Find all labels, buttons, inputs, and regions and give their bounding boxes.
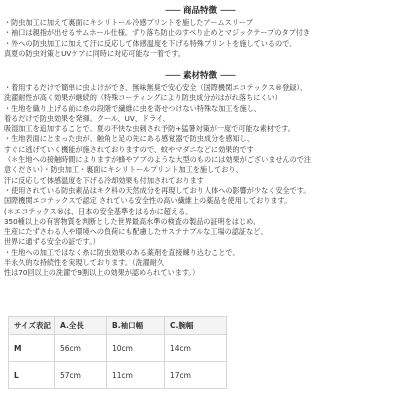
material-line: 性は70回以上の洗濯で9割以上の効果が認められています。）: [4, 268, 200, 278]
cuff-width-header: B.袖口幅: [107, 317, 165, 335]
material-line: 吸湿加工を追加することで、夏の不快な虫刺され予防+猛暑対策が一度で可能な素材です。: [4, 124, 295, 134]
material-heading: —— 素材特徴 ——: [165, 71, 235, 81]
arm-width-value: 14cm: [165, 335, 227, 362]
material-line: ・生地への加工ではなく糸に防虫効果のある薬剤を直接練り込むことで、: [4, 247, 240, 257]
features-line: ・袖口は親指が出せるサムホール仕様。ずり落ち防止のすべり止めとマジックテープのタブ付き: [4, 28, 311, 38]
material-line: ・使用されている防虫素品はキク科の天然成分を再現しており人体への影響が少なく安全です。: [4, 185, 311, 195]
material-line: 350種以上の有害物質を判断とした世界最高水準の検査の製品の証明をはじめ、: [4, 216, 261, 226]
features-line: ・防虫加工に加えて裏面にキシリトール冷感プリントを施したアームスリーブ: [4, 18, 253, 27]
length-value: 57cm: [55, 362, 107, 389]
cuff-width-value: 11cm: [107, 362, 165, 389]
features-title: 商品特徴: [182, 6, 217, 16]
cuff-width-value: 10cm: [107, 335, 165, 362]
length-header: A.全長: [55, 317, 107, 335]
material-line: (＊エコテックス®は、日本の安全基準をはるかに超える、: [4, 206, 193, 216]
material-line: 洗濯耐性が高く効果が継続的（特殊コーティングにより防虫成分がはがれ落ちにくい）: [4, 93, 282, 103]
size-header: サイズ表記: [9, 317, 55, 335]
material-line: 国際機関エコテックスで認定 されている安全性の高い繊維上の薬品を使用しております。: [4, 196, 292, 206]
size-table-header-row: [9, 317, 227, 335]
material-line: ・着用するだけで簡単に虫よけができ、無味無臭で安心安全（国際機関エコテックス®登録）、: [4, 83, 308, 92]
material-line: 半永久的な持続性を実現しております。（洗濯耐久: [4, 258, 165, 268]
material-line: すぐに逃げていく機能が施されておりますので、蚊やマダニなどに効果的です: [4, 144, 254, 154]
size-table: [8, 316, 227, 389]
size-label: L: [9, 362, 55, 389]
length-value: 56cm: [55, 335, 107, 362]
material-line: 意ください）・防虫加工・裏面にキシリトールプリント加工を施しており、: [4, 165, 243, 175]
table-row: [9, 335, 227, 362]
material-line: （＊生地への接触時間によりますが蜂やアブのような大型のものには効果がございませんので注: [4, 155, 312, 165]
material-line: 汗に反応して体感温度を下げる冷却効果も付加されております: [4, 175, 204, 185]
features-list: [4, 18, 398, 59]
arm-width-value: 17cm: [165, 362, 227, 389]
size-label: M: [9, 335, 55, 362]
material-line: ・生地を織り上げる前に糸の段階で繊維に虫を寄せつけない特殊な加工を施し、: [4, 103, 262, 113]
material-line: 世界に通ずる安全の証です。）: [4, 237, 100, 247]
arm-width-header: C.腕幅: [165, 317, 227, 335]
material-line: 生産にたずさわる人や環境への負荷にも配慮したサステナブルな工場の認証など、: [4, 227, 268, 237]
table-row: [9, 362, 227, 389]
features-heading: —— 商品特徴 ——: [165, 6, 235, 16]
material-line: 着るだけで防虫効果を発揮。クール、UV、ドライ、: [4, 113, 170, 123]
material-line: ・生地表面にとまった虫が、触角と足の先にある感覚器で防虫成分を感知し、: [4, 134, 254, 144]
material-title: 素材特徴: [182, 71, 217, 81]
features-line: ・外への防虫加工に加えて汗に反応して体感温度を下げる特殊プリントを施しているので、: [4, 38, 297, 48]
material-list: [4, 83, 398, 279]
features-line: 真夏の防虫対策とUVケアに同時に対応可能な一着です。: [4, 48, 185, 58]
